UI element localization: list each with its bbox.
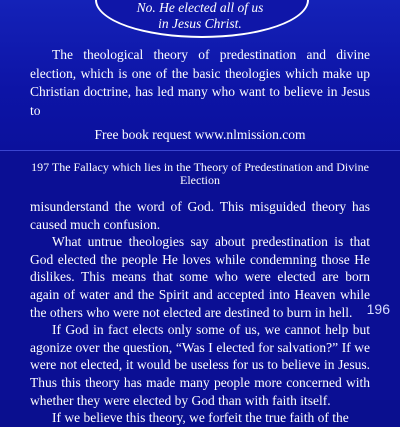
paragraph-2: What untrue theologies say about predestination is that God elected the people He loves while condemning those He dislikes. This means that some who were elected are born again of water and the Spirit and accepted into Heaven while the others who were not elected are destined to burn in hell.	[30, 234, 370, 320]
body-text	[30, 198, 370, 427]
paragraph-4: If we believe this theory, we forfeit the true faith of the	[52, 410, 349, 426]
book-request-footer: Free book request www.nlmission.com	[94, 127, 306, 142]
paragraph-1: misunderstand the word of God. This misguided theory has caused much confusion.	[30, 199, 370, 232]
callout-line-2: in Jesus Christ.	[158, 16, 242, 31]
paragraph-3: If God in fact elects only some of us, we cannot help but agonize over the question, “Was I elected for salvation?” If we were not elected, it would be useless for us to believe in Jesus. Thus this theory has made many people more concerned with whether they were elected by God than with faith itself.	[30, 322, 370, 408]
bottom-page	[0, 151, 400, 426]
top-paragraph: The theological theory of predestination and divine election, which is one of the basic theologies which make up Christian doctrine, has led many who want to believe in Jesus to	[30, 47, 370, 118]
callout-line-1: No. He elected all of us	[136, 0, 264, 15]
callout-text	[95, 0, 305, 32]
top-page	[0, 0, 400, 150]
running-head: 197 The Fallacy which lies in the Theory of Predestination and Divine Election	[31, 160, 369, 187]
page-number: 196	[366, 301, 390, 317]
